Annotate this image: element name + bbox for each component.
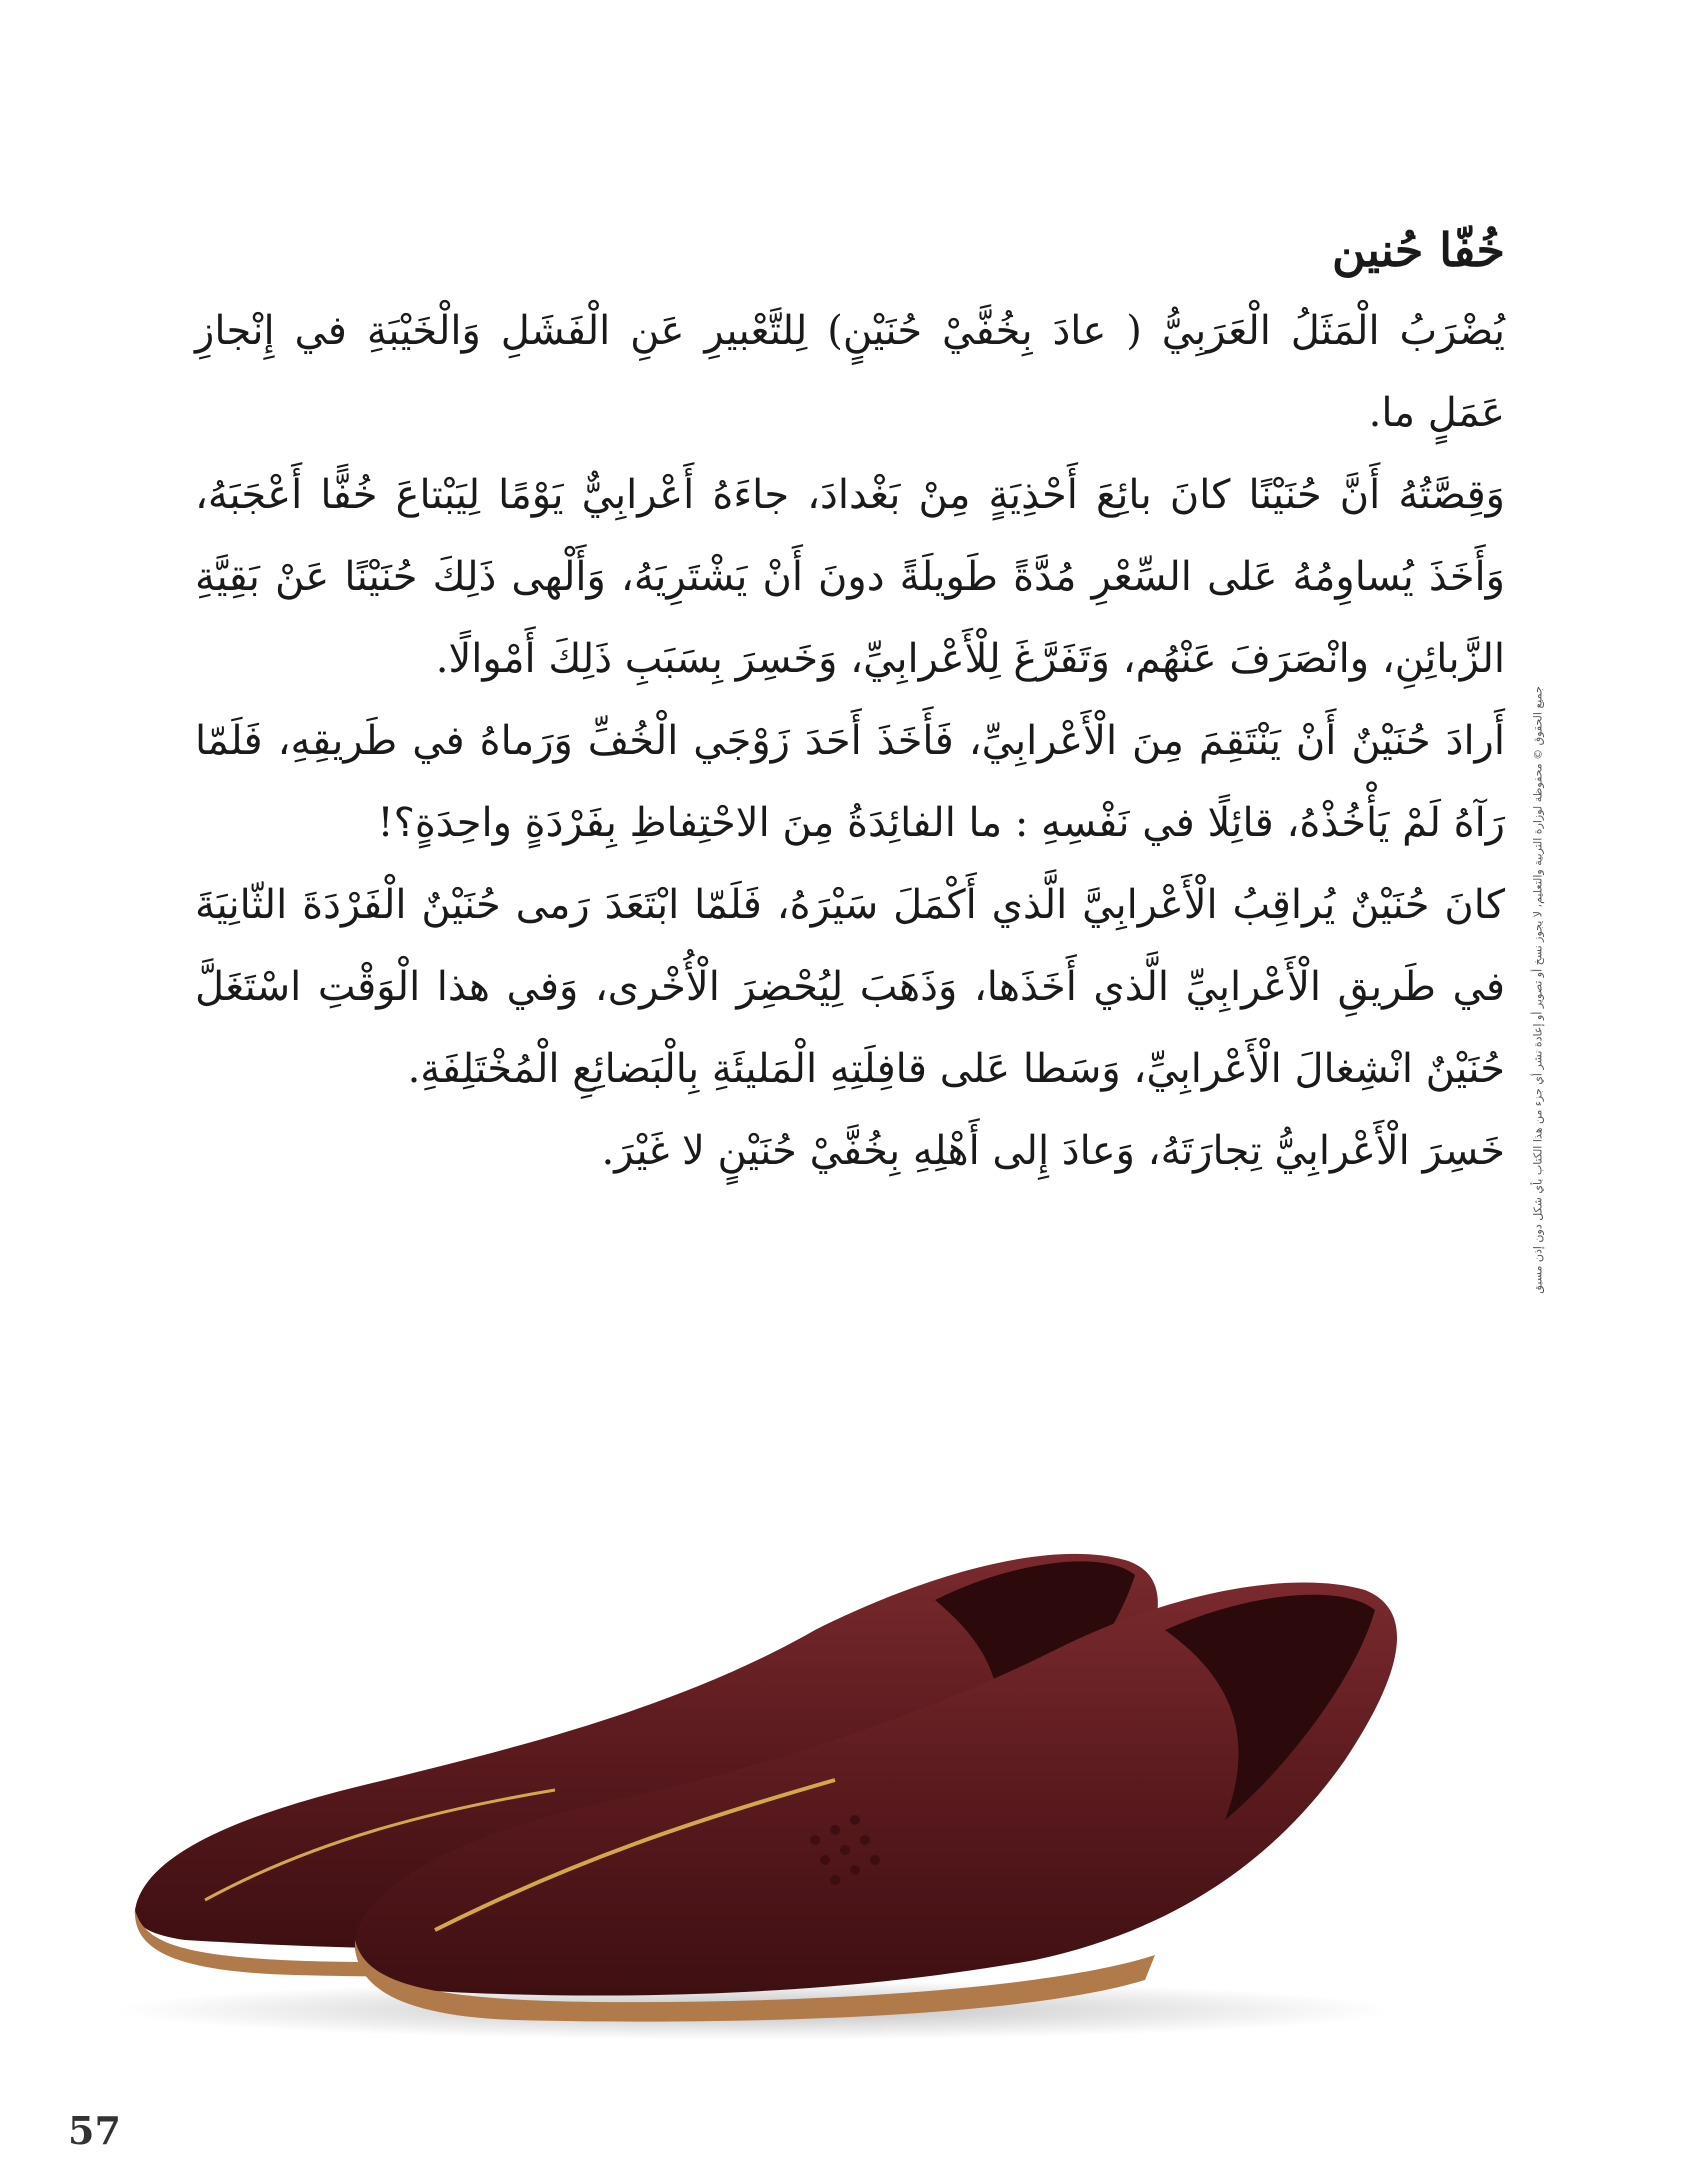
paragraph-5: خَسِرَ الْأَعْرابِيُّ تِجارَتَهُ، وَعادَ إِلى أَهْلِهِ بِخُفَّيْ حُنَيْنٍ لا غَيْرَ. [601, 1128, 1505, 1174]
copyright-text: جميع الحقوق © محفوظة لوزارة التربية والتعليم، لا يجوز نسخ أو تصوير أو إعادة نشر أي جزء من هذا الكتاب بأي شكل دون إذن مسبق [1531, 686, 1545, 1294]
paragraph-2: وَقِصَّتُهُ أَنَّ حُنَيْنًا كانَ بائِعَ أَحْذِيَةٍ مِنْ بَغْدادَ، جاءَهُ أَعْرابِيٌّ يَوْمًا لِيَبْتاعَ خُفًّا أَعْجَبَهُ، وَأَخَذَ يُساوِمُهُ عَلى السِّعْرِ مُدَّةً طَويلَةً دونَ أَنْ يَشْتَرِيَهُ، وَأَلْهى ذَلِكَ حُنَيْنًا عَنْ بَقِيَّةِ الزَّبائِنِ، وانْصَرَفَ عَنْهُم، وَتَفَرَّغَ لِلْأَعْرابِيِّ، وَخَسِرَ بِسَبَبِ ذَلِكَ أَمْوالًا. [195, 472, 1506, 682]
story-text [195, 210, 1505, 1192]
page-number: 57 [68, 2108, 121, 2153]
story-title: خُفّا حُنين [1332, 223, 1505, 277]
shoes-photo [55, 1480, 1455, 2040]
copyright-note [1528, 500, 1548, 1480]
paragraph-1: يُضْرَبُ الْمَثَلُ الْعَرَبِيُّ ( عادَ بِخُفَّيْ حُنَيْنٍ) لِلتَّعْبيرِ عَنِ الْفَشَلِ وَالْخَيْبَةِ في إِنْجازِ عَمَلٍ ما. [195, 308, 1505, 436]
paragraph-3: أَرادَ حُنَيْنٌ أَنْ يَنْتَقِمَ مِنَ الْأَعْرابِيِّ، فَأَخَذَ أَحَدَ زَوْجَي الْخُفِّ وَرَماهُ في طَريقِهِ، فَلَمّا رَآهُ لَمْ يَأْخُذْهُ، قائِلًا في نَفْسِهِ : ما الفائِدَةُ مِنَ الاحْتِفاظِ بِفَرْدَةٍ واحِدَةٍ؟! [195, 718, 1505, 846]
paragraph-4: كانَ حُنَيْنٌ يُراقِبُ الْأَعْرابِيَّ الَّذي أَكْمَلَ سَيْرَهُ، فَلَمّا ابْتَعَدَ رَمى حُنَيْنٌ الْفَرْدَةَ الثّانِيَةَ في طَريقِ الْأَعْرابِيِّ الَّذي أَخَذَها، وَذَهَبَ لِيُحْضِرَ الْأُخْرى، وَفي هذا الْوَقْتِ اسْتَغَلَّ حُنَيْنٌ انْشِغالَ الْأَعْرابِيِّ، وَسَطا عَلى قافِلَتِهِ الْمَليئَةِ بِالْبَضائِعِ الْمُخْتَلِفَةِ. [195, 882, 1505, 1092]
